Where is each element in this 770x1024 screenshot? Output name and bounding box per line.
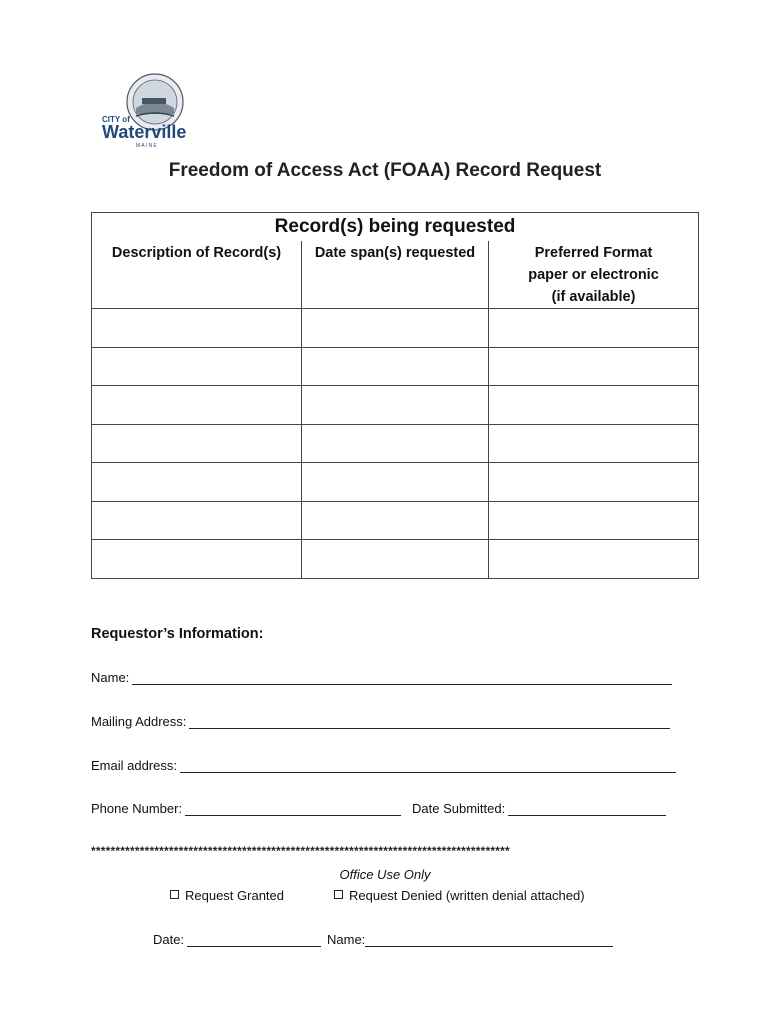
format-cell[interactable] <box>489 540 699 579</box>
format-cell[interactable] <box>489 501 699 540</box>
description-cell[interactable] <box>92 347 302 386</box>
date-span-cell[interactable] <box>302 463 489 502</box>
table-row <box>92 347 699 386</box>
mailing-address-field <box>91 714 670 729</box>
email-input-line[interactable] <box>180 758 676 773</box>
mailing-address-input-line[interactable] <box>189 714 670 729</box>
phone-field <box>91 801 401 816</box>
table-row <box>92 540 699 579</box>
date-span-cell[interactable] <box>302 540 489 579</box>
office-date-input-line[interactable] <box>187 932 321 947</box>
table-row <box>92 501 699 540</box>
requestor-section-heading: Requestor’s Information: <box>91 626 264 642</box>
table-row <box>92 309 699 348</box>
format-cell[interactable] <box>489 309 699 348</box>
name-field <box>91 670 672 685</box>
logo-text-state: M A I N E <box>136 143 157 149</box>
city-logo <box>100 70 196 150</box>
office-date-field <box>153 932 321 947</box>
date-span-cell[interactable] <box>302 424 489 463</box>
date-span-cell[interactable] <box>302 386 489 425</box>
office-use-heading: Office Use Only <box>339 867 431 882</box>
office-name-input-line[interactable] <box>365 932 613 947</box>
format-cell[interactable] <box>489 386 699 425</box>
request-granted-option[interactable] <box>170 888 284 903</box>
records-table <box>91 212 699 579</box>
description-cell[interactable] <box>92 424 302 463</box>
date-span-cell[interactable] <box>302 501 489 540</box>
denied-label: Request Denied (written denial attached) <box>349 888 585 903</box>
city-seal-icon <box>100 70 196 150</box>
office-name-label: Name: <box>327 932 366 947</box>
name-input-line[interactable] <box>132 670 672 685</box>
description-cell[interactable] <box>92 386 302 425</box>
date-submitted-field <box>412 801 666 816</box>
table-row <box>92 424 699 463</box>
date-span-cell[interactable] <box>302 309 489 348</box>
mailing-address-label: Mailing Address: <box>91 714 187 729</box>
description-cell[interactable] <box>92 463 302 502</box>
email-label: Email address: <box>91 758 177 773</box>
date-submitted-label: Date Submitted: <box>412 801 506 816</box>
denied-checkbox-icon[interactable] <box>334 890 343 899</box>
description-cell[interactable] <box>92 540 302 579</box>
format-cell[interactable] <box>489 463 699 502</box>
email-field <box>91 758 676 773</box>
granted-label: Request Granted <box>185 888 285 903</box>
format-cell[interactable] <box>489 347 699 386</box>
page-title: Freedom of Access Act (FOAA) Record Request <box>168 160 602 181</box>
records-table-caption: Record(s) being requested <box>92 213 699 242</box>
phone-label: Phone Number: <box>91 801 183 816</box>
table-row <box>92 386 699 425</box>
date-submitted-input-line[interactable] <box>508 801 666 816</box>
office-name-field <box>327 932 613 947</box>
table-row <box>92 463 699 502</box>
column-header-preferred-format: Preferred Format paper or electronic (if available) <box>489 241 699 309</box>
office-date-label: Date: <box>153 932 185 947</box>
name-label: Name: <box>91 670 130 685</box>
column-header-description: Description of Record(s) <box>92 241 302 309</box>
description-cell[interactable] <box>92 309 302 348</box>
column-header-date-span: Date span(s) requested <box>302 241 489 309</box>
phone-input-line[interactable] <box>185 801 401 816</box>
format-cell[interactable] <box>489 424 699 463</box>
date-span-cell[interactable] <box>302 347 489 386</box>
logo-text-city: CITY of <box>102 115 130 124</box>
granted-checkbox-icon[interactable] <box>170 890 179 899</box>
separator-line: ************************************************************************************** <box>91 844 510 858</box>
description-cell[interactable] <box>92 501 302 540</box>
logo-text-waterville: Waterville <box>102 122 187 142</box>
request-denied-option[interactable] <box>334 888 585 903</box>
